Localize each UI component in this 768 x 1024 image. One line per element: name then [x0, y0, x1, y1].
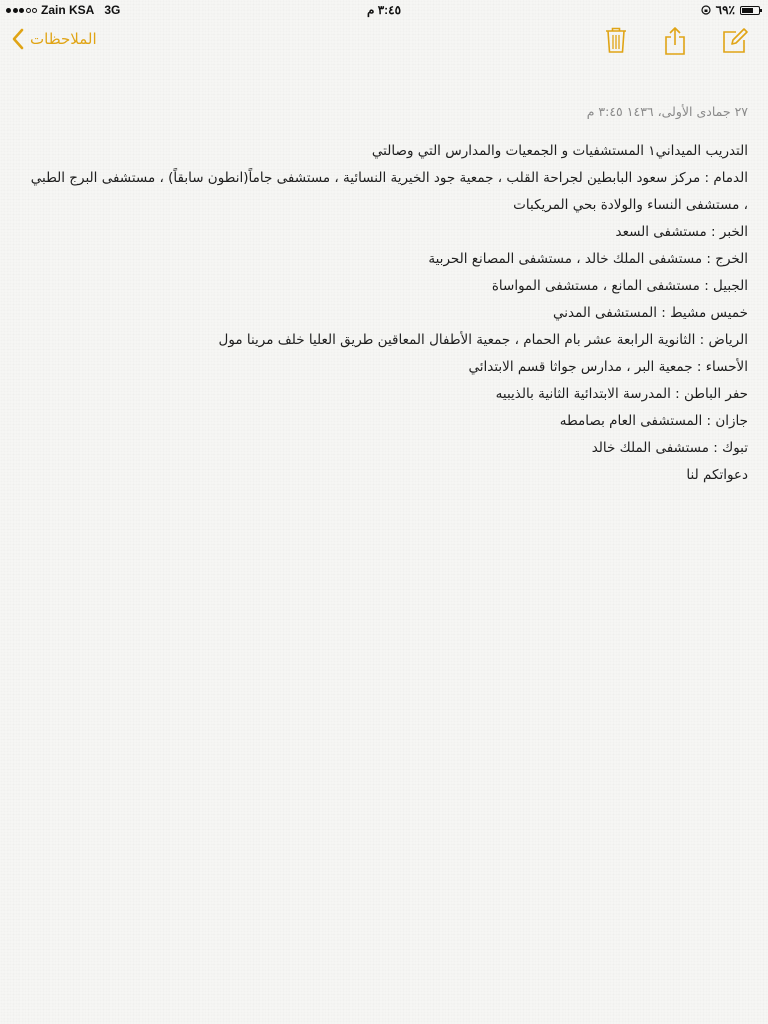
note-line: الرياض : الثانوية الرابعة عشر بام الحمام ، جمعية الأطفال المعاقين طريق العليا خلف مرينا مول: [218, 332, 748, 348]
note-line: التدريب الميداني١ المستشفيات و الجمعيات والمدارس التي وصالتي: [371, 143, 748, 159]
status-right: [701, 3, 760, 17]
rotation-lock-icon: [701, 5, 711, 15]
note-body[interactable]: [30, 138, 748, 489]
note-line: حفر الباطن : المدرسة الابتدائية الثانية بالذيبيه: [495, 386, 748, 402]
note-line: تبوك : مستشفى الملك خالد: [591, 440, 748, 456]
battery-fill: [742, 8, 753, 13]
share-button[interactable]: [663, 26, 691, 56]
note-line: الخرج : مستشفى الملك خالد ، مستشفى المصانع الحربية: [428, 251, 748, 267]
note-line: الدمام : مركز سعود البابطين لجراحة القلب ، جمعية جود الخيرية النسائية ، مستشفى جاماً(انطون سابقاً) ، مستشفى البرج الطبي ، مستشفى النساء والولادة بحي المريكبات: [30, 170, 748, 213]
note-line: الأحساء : جمعية البر ، مدارس جواثا قسم الابتدائي: [468, 359, 748, 375]
note-line: الخبر : مستشفى السعد: [615, 224, 748, 240]
status-time: ٣:٤٥ م: [366, 3, 402, 17]
battery-icon: [740, 6, 760, 15]
back-button-label: الملاحظات: [30, 30, 97, 48]
note-line: الجبيل : مستشفى المانع ، مستشفى المواساة: [491, 278, 748, 294]
delete-button[interactable]: [604, 26, 632, 56]
carrier-name: Zain KSA: [41, 3, 95, 17]
note-line: جازان : المستشفى العام بصامطه: [559, 413, 748, 429]
network-type: 3G: [104, 3, 121, 17]
compose-button[interactable]: [722, 26, 750, 56]
note-line: دعواتكم لنا: [686, 467, 748, 483]
back-button[interactable]: [12, 28, 97, 50]
compose-icon: [722, 26, 748, 54]
navigation-bar: [0, 20, 768, 64]
battery-percent: ٦٩٪: [715, 3, 735, 17]
note-date: ٢٧ جمادى الأولى، ١٤٣٦ ٣:٤٥ م: [586, 104, 748, 119]
note-line: خميس مشيط : المستشفى المدني: [553, 305, 748, 321]
trash-icon: [604, 26, 628, 54]
chevron-left-icon: [12, 28, 24, 50]
share-icon: [663, 26, 687, 56]
status-bar: [0, 0, 768, 20]
